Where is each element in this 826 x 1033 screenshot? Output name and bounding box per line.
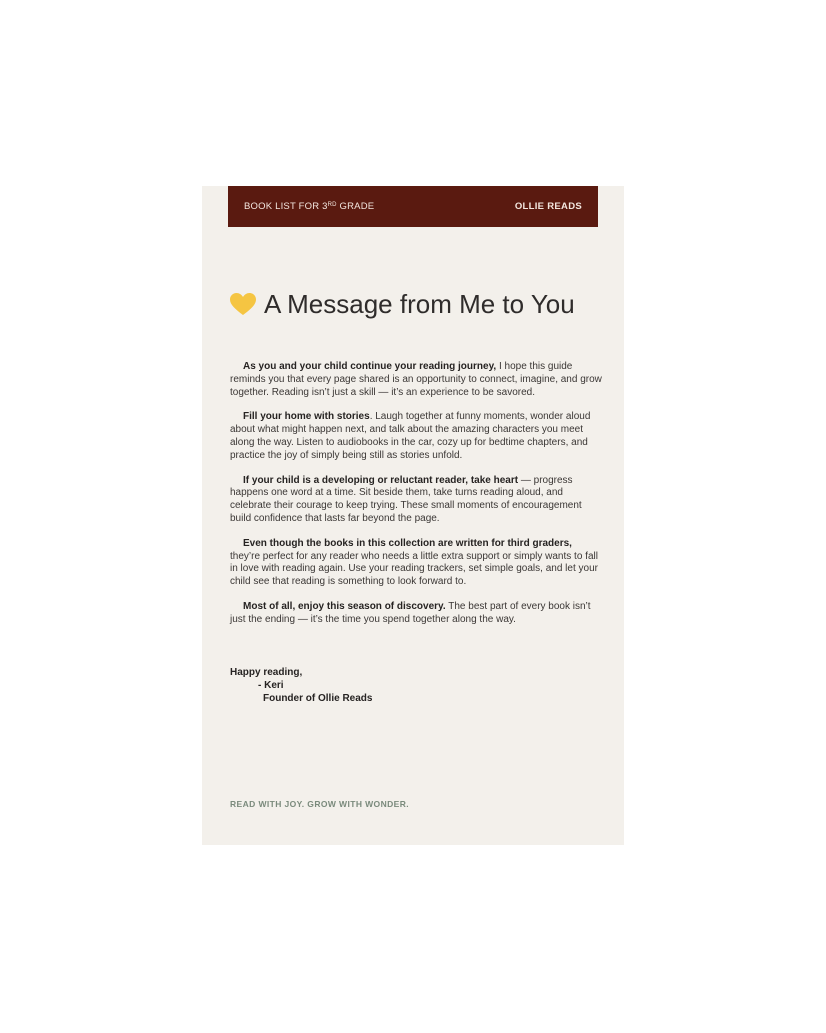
message-body (230, 361, 604, 639)
footer-tagline: READ WITH JOY. GROW WITH WONDER. (230, 799, 410, 809)
paragraph: As you and your child continue your reading journey, I hope this guide reminds you that every page shared is an opportunity to connect, imagine, and grow together. Reading isn’t just a skill — it’s an experience to be savored. (230, 361, 602, 398)
signoff-greeting: Happy reading, (230, 667, 303, 678)
page-title: A Message from Me to You (264, 289, 575, 319)
signoff-name: - Keri (258, 680, 284, 691)
signoff (230, 666, 372, 705)
paragraph: Even though the books in this collection are written for third graders, they’re perfect for any reader who needs a little extra support or simply wants to fall in love with reading again. Use your reading trackers, set simple goals, and let your child see that reading is something to look forward to. (230, 537, 598, 588)
header-brand: OLLIE READS (514, 201, 582, 212)
yellow-heart-icon (230, 293, 256, 317)
paragraph: If your child is a developing or reluctant reader, take heart — progress happens one word at a time. Sit beside them, take turns reading aloud, and celebrate their courage to keep trying. These small moments of encouragement build confidence that lasts far beyond the page. (230, 474, 582, 524)
paragraph: Most of all, enjoy this season of discovery. The best part of every book isn’t just the ending — it’s the time you spend together along the way. (230, 600, 591, 625)
signoff-role: Founder of Ollie Reads (263, 693, 373, 704)
document-page (202, 186, 624, 845)
header-bar (228, 186, 598, 227)
title-row (230, 289, 575, 320)
paragraph: Fill your home with stories. Laugh together at funny moments, wonder aloud about what might happen next, and talk about the amazing characters you meet along the way. Listen to audiobooks in the car, cozy up for bedtime chapters, and practice the joy of simply being still as stories unfold. (230, 411, 591, 461)
header-book-list-label: BOOK LIST FOR 3RD GRADE (244, 201, 375, 212)
